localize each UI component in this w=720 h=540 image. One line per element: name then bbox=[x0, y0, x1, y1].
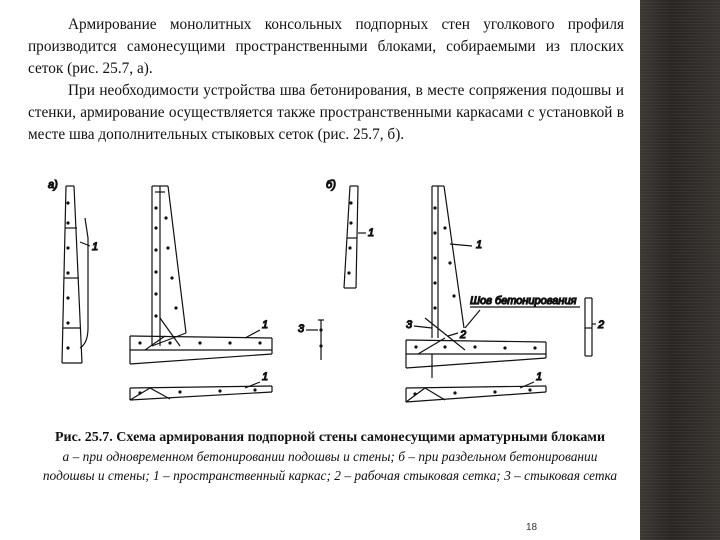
joint-label: Шов бетонирования bbox=[470, 295, 577, 307]
page-number: 18 bbox=[526, 522, 538, 533]
paragraph-1: Армирование монолитных консольных подпорных стен уголкового профиля производится самонесущими пространственными блоками, собираемыми из плоских сеток (рис. 25.7, а). bbox=[28, 16, 624, 77]
joint-mesh-b bbox=[585, 298, 592, 356]
l-block-b bbox=[406, 186, 546, 378]
callout-1-b-column: 1 bbox=[368, 227, 375, 239]
callout-3-b-left: 3 bbox=[298, 323, 305, 335]
hook-bar-a bbox=[80, 218, 88, 348]
column-mesh-b bbox=[344, 186, 358, 288]
callout-1-a-left: 1 bbox=[92, 241, 99, 253]
figure-label-b: б) bbox=[326, 179, 336, 191]
callout-1-b-wall: 1 bbox=[476, 239, 483, 251]
wall-mesh-a bbox=[62, 186, 82, 363]
callout-1-b-bottom: 1 bbox=[536, 371, 543, 383]
figure-label-a: а) bbox=[48, 179, 58, 191]
callout-2-b: 2 bbox=[460, 329, 467, 341]
body-text bbox=[28, 14, 624, 146]
callout-3-b-right: 3 bbox=[406, 319, 413, 331]
l-block-a bbox=[130, 186, 272, 364]
paragraph-2: При необходимости устройства шва бетонирования, в месте сопряжения подошвы и стенки, армирование осуществляется также пространственными каркасами с установкой в месте шва дополнительных стыковых сеток (рис. 25.7, б). bbox=[28, 82, 624, 143]
base-mesh-a bbox=[130, 386, 272, 400]
stub-mesh-b bbox=[318, 320, 324, 360]
side-decoration-bar bbox=[640, 0, 720, 540]
base-mesh-b bbox=[406, 386, 546, 402]
caption-title: Рис. 25.7. Схема армирования подпорной стены самонесущими арматурными блоками bbox=[54, 430, 606, 445]
reinforcement-figure bbox=[40, 178, 620, 428]
callout-1-a-bottom: 1 bbox=[262, 371, 269, 383]
callout-2-b-right: 2 bbox=[598, 319, 605, 331]
callout-1-a-base: 1 bbox=[262, 319, 269, 331]
caption-description: а – при одновременном бетонировании подошвы и стены; б – при раздельном бетонировании подошвы и стены; 1 – пространственный каркас; 2 – рабочая стыковая сетка; 3 – стыковая сетка bbox=[42, 449, 618, 483]
figure-caption bbox=[40, 428, 620, 485]
